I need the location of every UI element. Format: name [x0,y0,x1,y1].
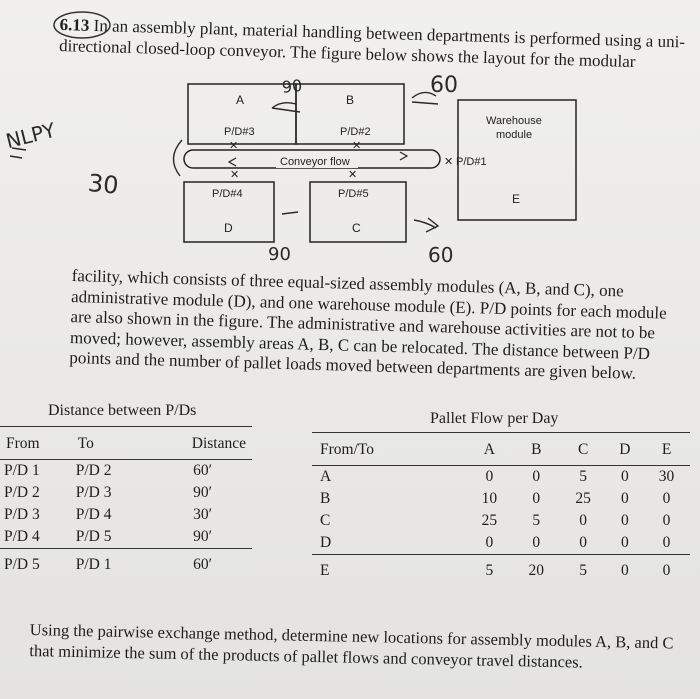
flow-header-fromto: From/To [320,441,375,458]
flow-row-label: B [320,490,331,507]
conveyor-label: Conveyor flow [280,156,350,168]
flow-cell: 0 [662,534,671,551]
pd3-label: P/D#3 [224,126,255,138]
pd5-marker: ✕ [348,168,358,181]
table-row [312,466,690,489]
handwritten-bottom-90: 90 [268,244,291,265]
distance-from-cell: P/D 3 [4,506,40,523]
flow-cell: 0 [579,512,587,529]
flow-cell: 30 [658,468,675,485]
flow-header-a: A [483,441,495,458]
table-row [0,504,252,526]
table-row [0,460,252,483]
pallet-flow-table [312,432,690,582]
problem-number-circle [54,12,110,38]
flow-cell: 0 [620,468,629,485]
handwritten-arrow-top-right [412,92,438,104]
distance-from-cell: P/D 5 [0,549,72,577]
distance-value-cell: 90′ [193,484,212,501]
flow-header-c: C [577,441,589,458]
flow-cell: 5 [532,512,541,529]
distance-value-cell: 90′ [193,528,212,545]
handwritten-top-90: 90 [280,75,304,97]
module-c-label: C [352,221,361,235]
flow-cell: 10 [481,490,498,507]
problem-body-text: facility, which consists of three equal-sized assembly modules (A, B, and C), one administrative module (D), and one warehouse module (E). P/D points for each module are also shown in the figure. The administrative and warehouse activities are not to be moved; however, assembly areas A, B, C can be relocated. The distance between P/D points and the number of pallet loads moved between departments are given below. [69,266,667,383]
flow-cell: 5 [579,468,587,485]
flow-cell: 0 [532,534,541,551]
flow-row-label: E [312,555,466,583]
problem-number: 6.13 [59,14,90,35]
distance-table [0,426,252,576]
flow-cell: 25 [481,512,498,529]
distance-from-cell: P/D 1 [4,462,40,479]
flow-header-e: E [661,441,672,458]
pd5-label: P/D#5 [338,188,369,200]
pd4-marker: ✕ [230,168,240,181]
module-d-label: D [224,221,233,235]
warehouse-label-1: Warehouse [486,115,542,127]
flow-table-title: Pallet Flow per Day [430,410,559,427]
table-row [312,488,690,510]
problem-question-text: Using the pairwise exchange method, determine new locations for assembly modules A, B, and C that minimize the sum of the products of pallet flows and conveyor travel distances. [29,620,674,672]
distance-to-cell: P/D 4 [75,506,112,523]
pd1-marker: ✕ [444,155,454,168]
flow-cell: 0 [620,512,629,529]
flow-cell: 25 [575,490,591,507]
module-e-label: E [512,192,521,206]
flow-cell: 5 [560,555,607,583]
distance-from-cell: P/D 4 [4,528,40,545]
pd2-marker: ✕ [352,139,362,152]
layout-diagram [0,0,700,280]
flow-cell: 0 [620,534,629,551]
distance-value-cell: 60′ [143,549,252,577]
handwritten-left-bracket [173,140,182,176]
problem-intro-text: In an assembly plant, material handling between departments is performed using a uni-directional closed-loop conveyor. The figure below shows the layout for the modular [58,15,686,72]
distance-header-distance: Distance [191,435,246,452]
table-row [312,510,690,532]
pd2-label: P/D#2 [340,126,371,138]
flow-header-d: D [619,441,631,458]
flow-cell: 0 [643,555,690,583]
flow-row-label: A [320,468,332,485]
distance-table-title: Distance between P/Ds [48,402,197,419]
handwritten-left-note: NLPY [3,117,58,154]
flow-cell: 0 [662,490,671,507]
flow-cell: 0 [620,490,629,507]
distance-table-header-row [0,427,252,460]
warehouse-label-2: module [496,129,533,141]
distance-header-to: To [77,435,94,452]
table-row [312,555,690,583]
flow-row-label: D [320,534,332,551]
flow-table-header-row [312,433,690,466]
table-row [0,482,252,504]
conveyor-arrow-bottom [229,158,236,166]
flow-cell: 0 [579,534,587,551]
distance-header-from: From [6,435,40,452]
distance-to-cell: P/D 5 [75,528,112,545]
conveyor-arrow-top [400,152,407,160]
flow-cell: 0 [532,468,541,485]
distance-to-cell: P/D 2 [75,462,112,479]
flow-cell: 20 [513,555,560,583]
pd3-marker: ✕ [229,139,239,152]
module-b-label: B [346,93,355,107]
module-a-label: A [236,93,245,107]
distance-to-cell: P/D 3 [75,484,112,501]
distance-value-cell: 30′ [193,506,212,523]
handwritten-arrow-bottom [414,218,438,232]
table-row [0,526,252,549]
flow-cell: 0 [662,512,671,529]
handwritten-top-60: 60 [430,73,458,98]
handwritten-left-30: 30 [86,168,120,200]
pd1-label: P/D#1 [456,156,487,168]
distance-from-cell: P/D 2 [4,484,40,501]
flow-cell: 0 [607,555,644,583]
table-row [0,549,252,577]
flow-cell: 0 [485,534,494,551]
distance-value-cell: 60′ [193,462,212,479]
table-row [312,532,690,555]
distance-to-cell: P/D 1 [72,549,144,577]
handwritten-mid-dash [282,212,298,214]
flow-cell: 5 [466,555,513,583]
flow-row-label: C [320,512,331,529]
flow-header-b: B [531,441,542,458]
flow-cell: 0 [532,490,541,507]
handwritten-bottom-60: 60 [428,243,454,267]
pd4-label: P/D#4 [212,188,243,200]
flow-cell: 0 [485,468,494,485]
